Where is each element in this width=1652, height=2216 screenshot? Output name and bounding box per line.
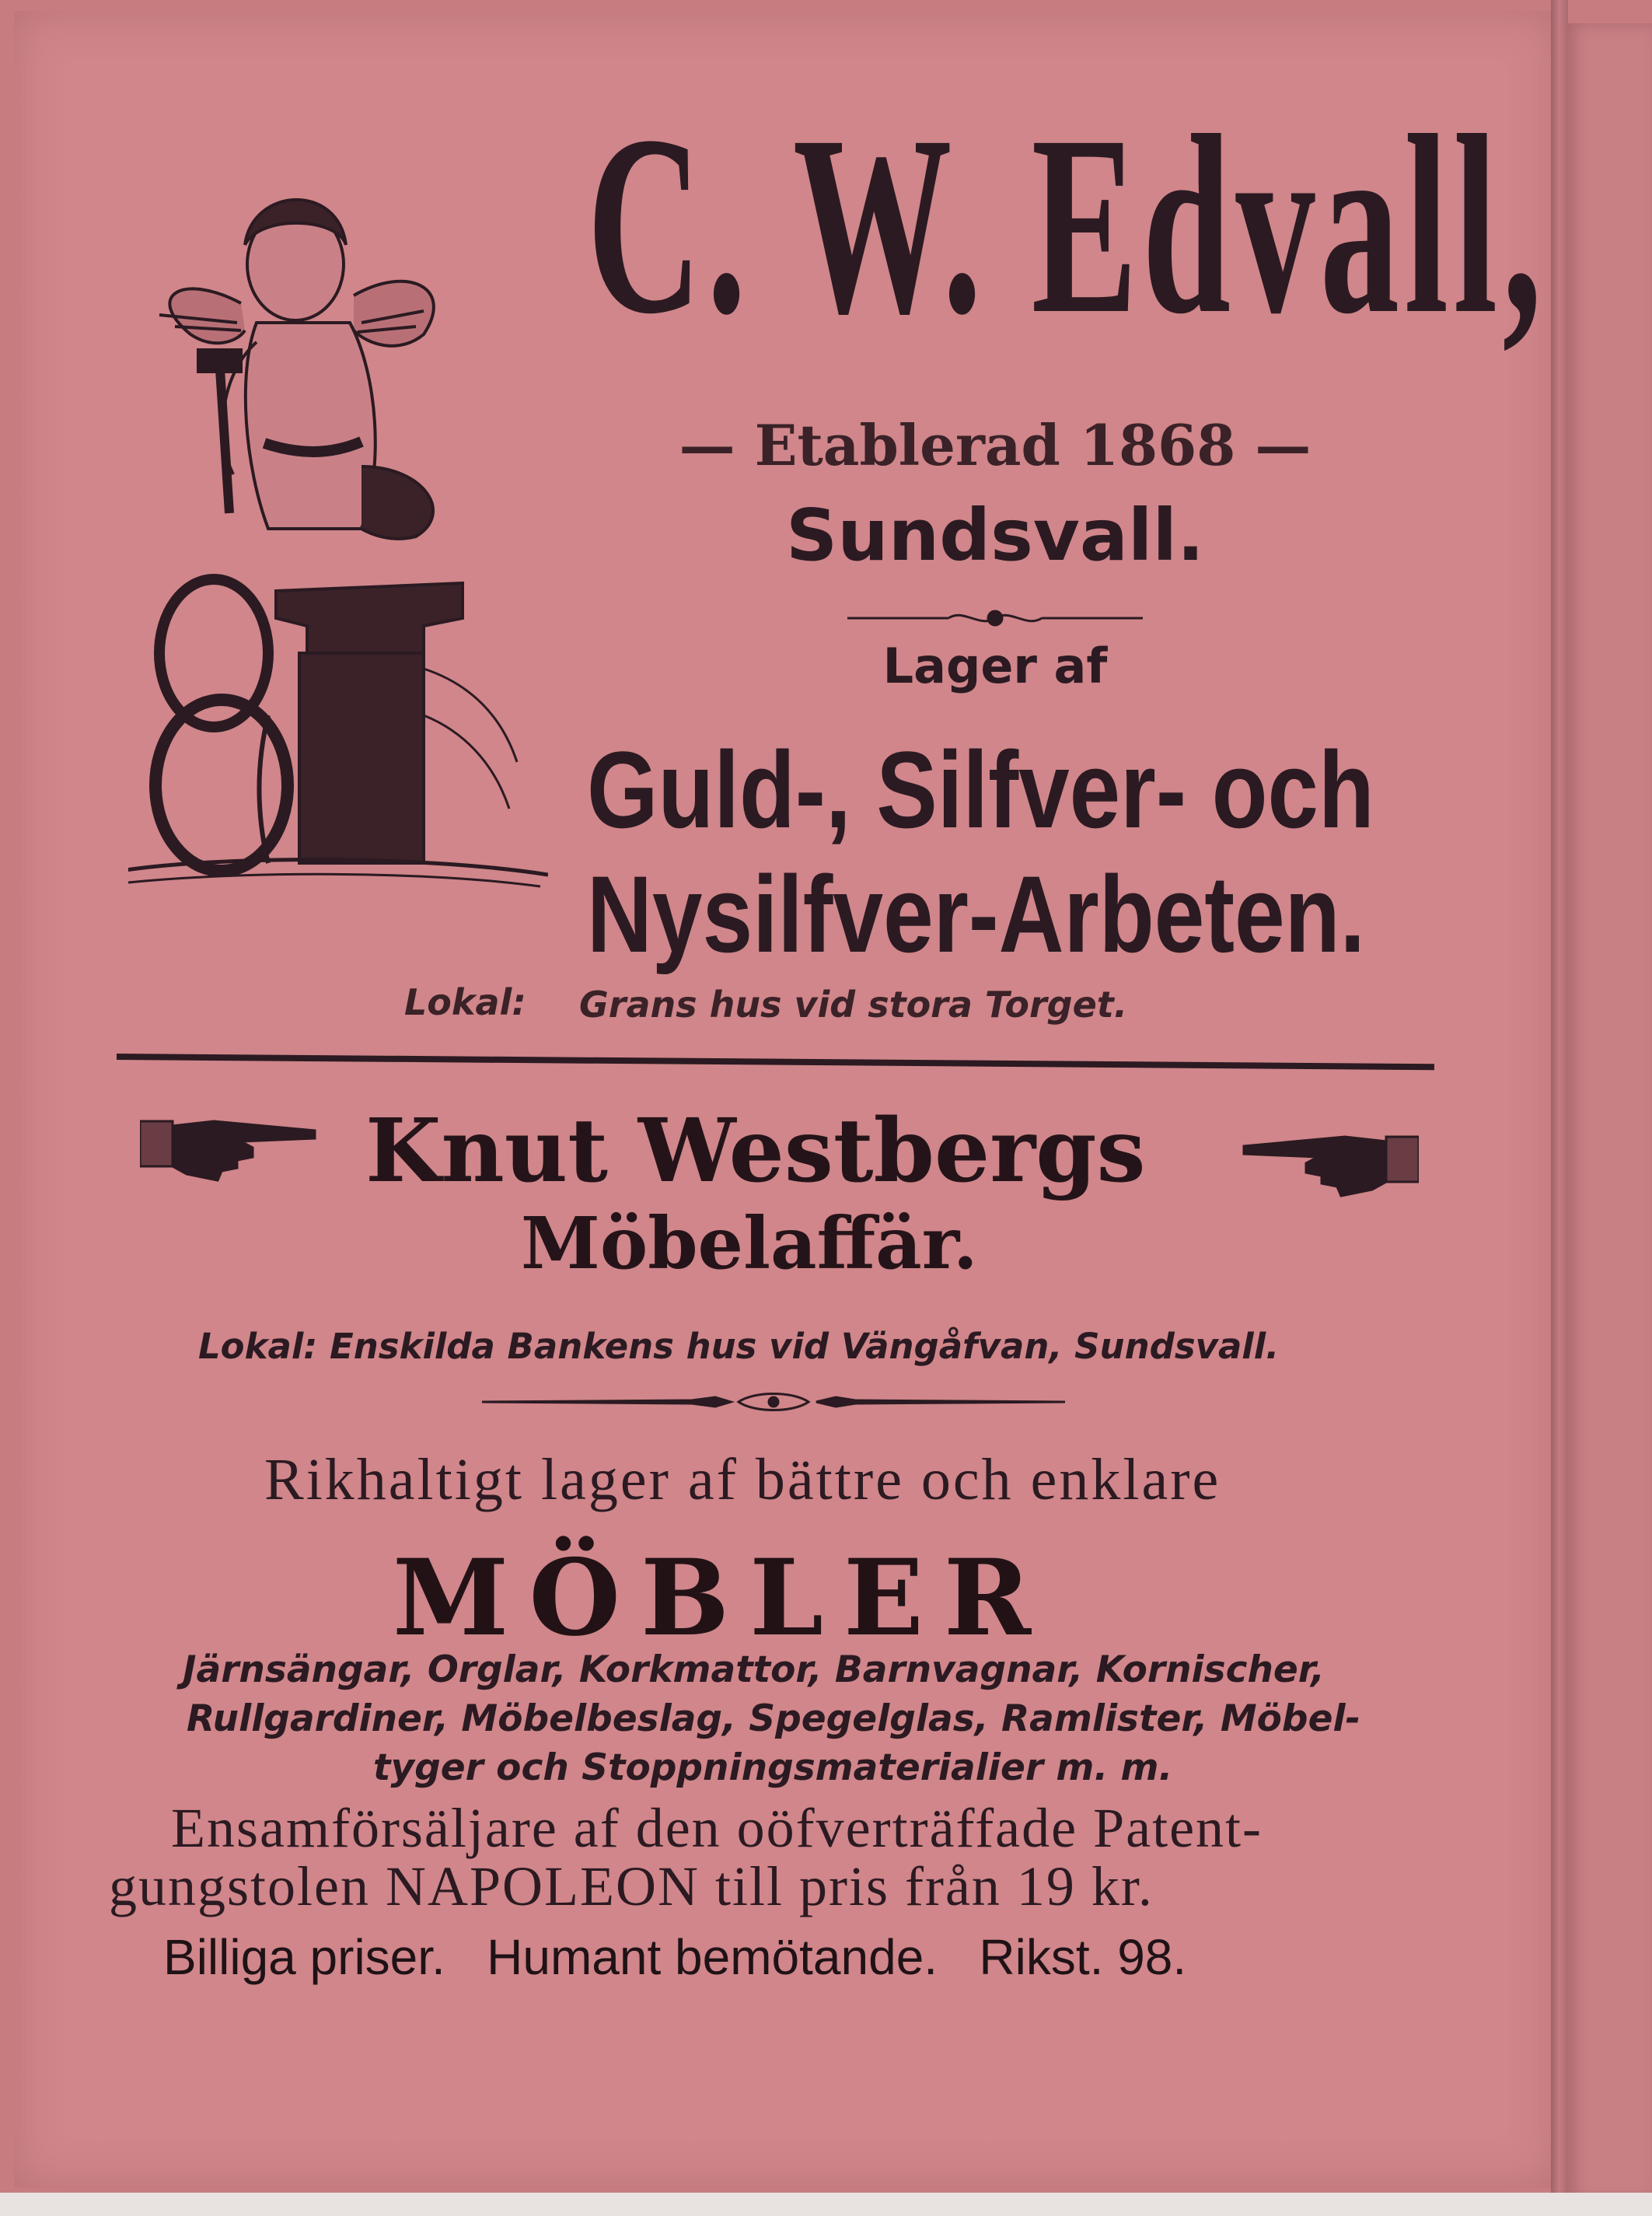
westberg-divider-ornament [482, 1388, 1065, 1416]
westberg-company-name: Knut Westbergs [365, 1100, 1146, 1202]
westberg-sole-agency-line: gungstolen NAPOLEON till pris från 19 kr. [109, 1855, 1154, 1917]
pointing-hand-left-icon [1240, 1127, 1419, 1201]
westberg-goods-line: tyger och Stoppningsmaterialier m. m. [373, 1746, 1173, 1789]
edvall-divider-ornament [847, 606, 1143, 630]
westberg-sole-agency-line: Ensamförsäljare af den oöfverträffade Patent- [171, 1797, 1263, 1859]
westberg-business-type: Möbelaffär. [521, 1201, 978, 1285]
westberg-footer: Billiga priser. Humant bemötande. Rikst. 98. [163, 1929, 1187, 1985]
pointing-hand-right-icon [140, 1112, 319, 1186]
edvall-city: Sundsvall. [786, 494, 1204, 577]
westberg-stock-intro: Rikhaltigt lager af bättre och enklare [264, 1447, 1221, 1512]
edvall-goods-line: Nysilfver-Arbeten. [587, 853, 1365, 975]
edvall-established-year: — Etablerad 1868 — [679, 412, 1311, 478]
westberg-goods-line: Rullgardiner, Möbelbeslag, Spegelglas, Ramlister, Möbel- [187, 1697, 1361, 1740]
edvall-company-name: C. W. Edvall, [587, 83, 1547, 367]
westberg-headline: MÖBLER [393, 1536, 1052, 1659]
westberg-location: Lokal: Enskilda Bankens hus vid Vängåfvan, Sundsvall. [198, 1326, 1280, 1367]
edvall-stock-intro: Lager af [882, 638, 1108, 694]
book-spine [1551, 0, 1568, 2216]
edvall-goods-line: Guld-, Silfver- och [587, 729, 1374, 851]
westberg-goods-line: Järnsängar, Orglar, Korkmattor, Barnvagnar, Kornischer, [183, 1648, 1325, 1691]
edvall-location-label: Lokal: [404, 981, 526, 1023]
adjacent-page-edge [1566, 23, 1652, 2200]
edvall-location: Grans hus vid stora Torget. [579, 984, 1128, 1026]
page-bottom-margin [0, 2193, 1652, 2216]
cupid-blacksmith-illustration [128, 171, 548, 918]
